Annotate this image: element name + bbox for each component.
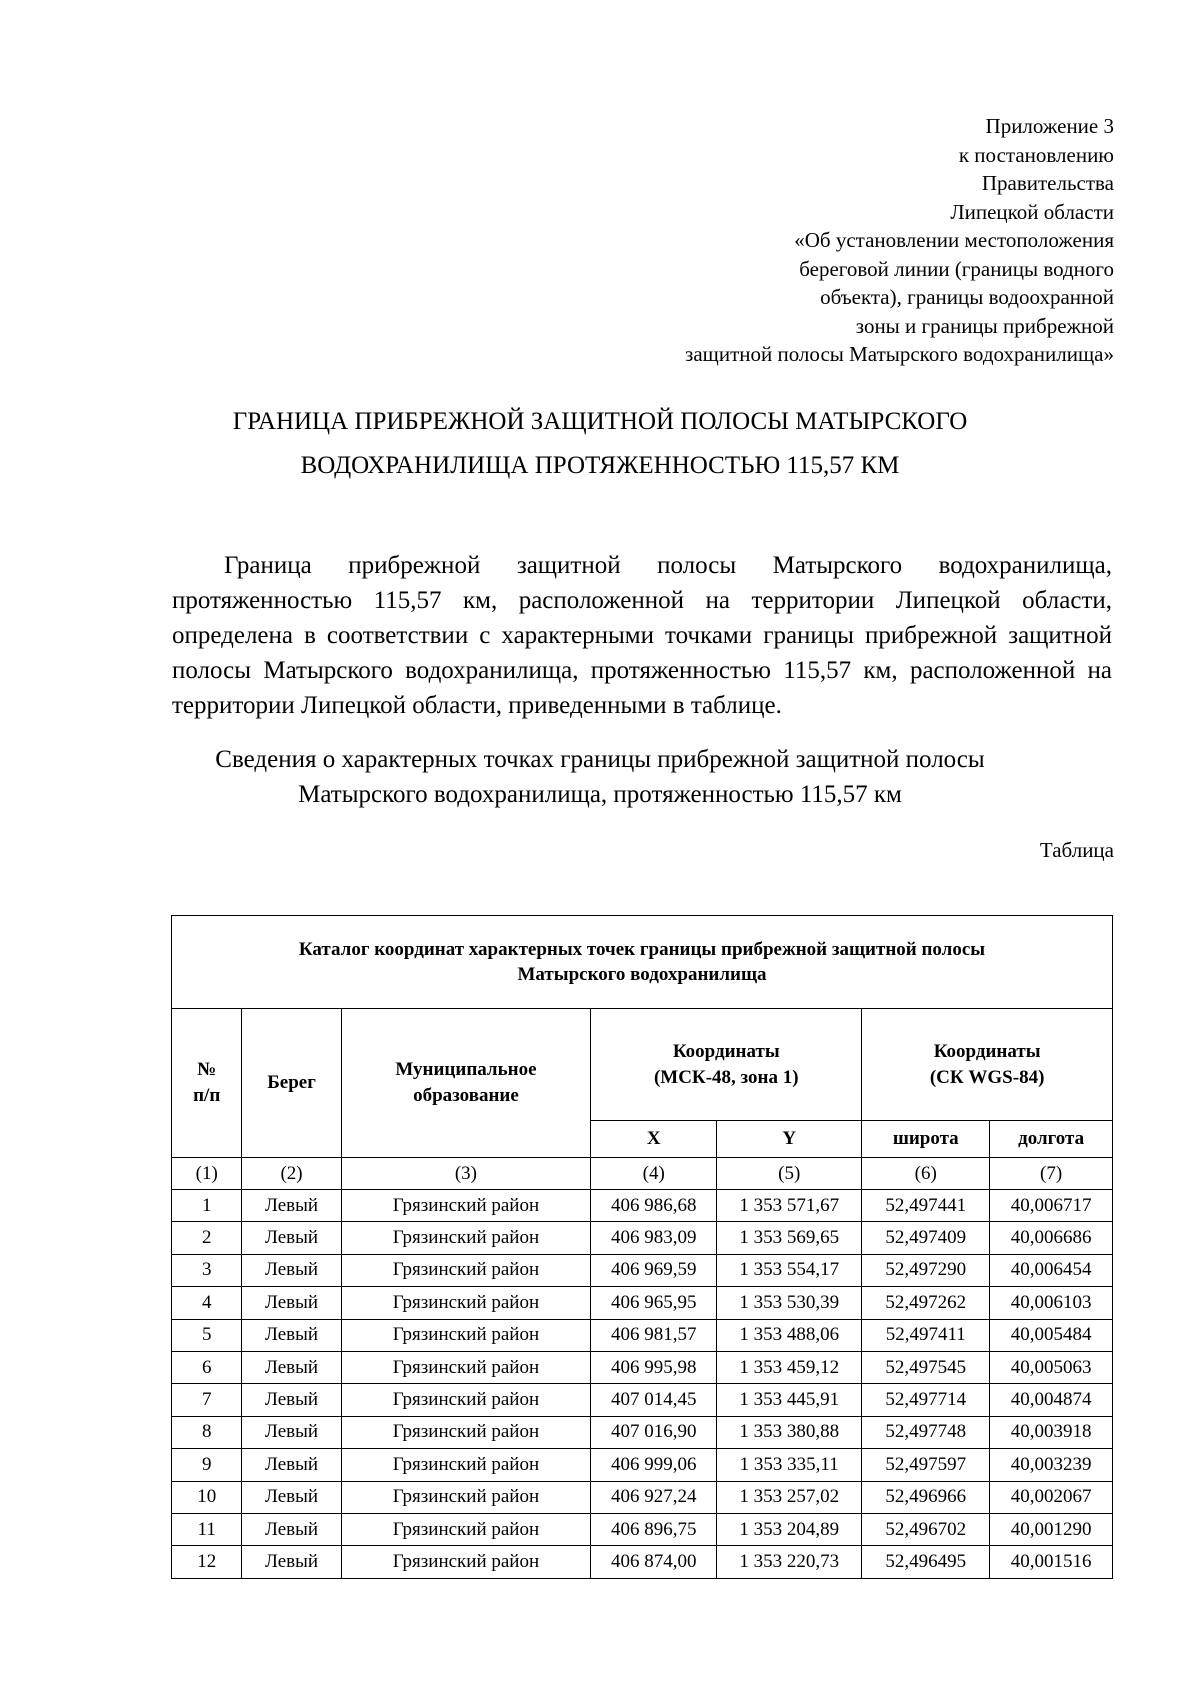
header-num	[172, 1009, 242, 1158]
cell-municipality: Грязинский район	[341, 1384, 591, 1416]
header-msk-line-1: Координаты	[672, 1040, 780, 1062]
cell-y: 1 353 554,17	[717, 1254, 862, 1286]
cell-num: 5	[172, 1319, 242, 1351]
column-number: (6)	[862, 1158, 990, 1190]
annex-line: Правительства	[981, 171, 1114, 195]
table-label: Таблица	[1039, 838, 1114, 862]
column-numbers-row	[172, 1158, 1113, 1190]
cell-longitude: 40,001290	[990, 1513, 1113, 1545]
column-number: (5)	[717, 1158, 862, 1190]
cell-y: 1 353 459,12	[717, 1351, 862, 1383]
cell-x: 406 983,09	[591, 1222, 717, 1254]
cell-num: 10	[172, 1481, 242, 1513]
cell-y: 1 353 488,06	[717, 1319, 862, 1351]
cell-y: 1 353 530,39	[717, 1287, 862, 1319]
table-row	[172, 1546, 1113, 1578]
title-line-2: ВОДОХРАНИЛИЩА ПРОТЯЖЕННОСТЬЮ 115,57 КМ	[300, 452, 900, 479]
cell-latitude: 52,497714	[862, 1384, 990, 1416]
column-number: (7)	[990, 1158, 1113, 1190]
header-municipality-line-2: образование	[413, 1085, 519, 1106]
table-row	[172, 1384, 1113, 1416]
annex-line: защитной полосы Матырского водохранилища»	[685, 342, 1114, 366]
cell-y: 1 353 571,67	[717, 1190, 862, 1222]
header-wgs-line-1: Координаты	[933, 1040, 1041, 1062]
cell-x: 406 874,00	[591, 1546, 717, 1578]
table-row	[172, 1222, 1113, 1254]
cell-municipality: Грязинский район	[341, 1190, 591, 1222]
column-number: (1)	[172, 1158, 242, 1190]
cell-municipality: Грязинский район	[341, 1416, 591, 1448]
cell-longitude: 40,006686	[990, 1222, 1113, 1254]
cell-x: 406 981,57	[591, 1319, 717, 1351]
annex-line: «Об установлении местоположения	[794, 228, 1114, 252]
cell-bank: Левый	[242, 1481, 341, 1513]
cell-y: 1 353 204,89	[717, 1513, 862, 1545]
cell-longitude: 40,006103	[990, 1287, 1113, 1319]
header-msk-coords	[591, 1009, 862, 1121]
header-wgs-line-2: (СК WGS-84)	[929, 1066, 1045, 1088]
cell-bank: Левый	[242, 1254, 341, 1286]
cell-latitude: 52,497748	[862, 1416, 990, 1448]
annex-line: зоны и границы прибрежной	[855, 313, 1114, 338]
table-caption	[172, 916, 1113, 1009]
caption-line-1: Каталог координат характерных точек границы прибрежной защитной полосы	[298, 939, 986, 960]
cell-longitude: 40,004874	[990, 1384, 1113, 1416]
cell-latitude: 52,497545	[862, 1351, 990, 1383]
cell-bank: Левый	[242, 1222, 341, 1254]
cell-x: 406 969,59	[591, 1254, 717, 1286]
cell-x: 406 986,68	[591, 1190, 717, 1222]
table-row	[172, 1481, 1113, 1513]
cell-num: 1	[172, 1190, 242, 1222]
cell-longitude: 40,003239	[990, 1449, 1113, 1481]
annex-line: Липецкой области	[950, 199, 1114, 224]
annex-block	[685, 112, 1114, 369]
table-row	[172, 1287, 1113, 1319]
header-wgs-coords	[862, 1009, 1113, 1121]
header-bank: Берег	[242, 1009, 341, 1158]
cell-longitude: 40,001516	[990, 1546, 1113, 1578]
subtitle-line-2: Матырского водохранилища, протяженностью 115,57 км	[298, 781, 902, 808]
cell-municipality: Грязинский район	[341, 1351, 591, 1383]
table-row	[172, 1416, 1113, 1448]
column-number: (3)	[341, 1158, 591, 1190]
header-num-line-1: №	[197, 1059, 217, 1080]
table-row	[172, 1254, 1113, 1286]
header-municipality-line-1: Муниципальное	[395, 1059, 537, 1080]
annex-line: к постановлению	[958, 142, 1114, 167]
header-x: X	[591, 1121, 717, 1158]
cell-y: 1 353 220,73	[717, 1546, 862, 1578]
cell-bank: Левый	[242, 1449, 341, 1481]
cell-longitude: 40,005063	[990, 1351, 1113, 1383]
table-row	[172, 1449, 1113, 1481]
cell-latitude: 52,497290	[862, 1254, 990, 1286]
caption-line-2: Матырского водохранилища	[517, 964, 767, 985]
cell-longitude: 40,005484	[990, 1319, 1113, 1351]
cell-num: 9	[172, 1449, 242, 1481]
table-row	[172, 1319, 1113, 1351]
cell-municipality: Грязинский район	[341, 1449, 591, 1481]
header-longitude: долгота	[990, 1121, 1113, 1158]
cell-x: 406 999,06	[591, 1449, 717, 1481]
cell-longitude: 40,002067	[990, 1481, 1113, 1513]
cell-y: 1 353 380,88	[717, 1416, 862, 1448]
cell-num: 8	[172, 1416, 242, 1448]
header-latitude: широта	[862, 1121, 990, 1158]
cell-num: 3	[172, 1254, 242, 1286]
table-row	[172, 1513, 1113, 1545]
cell-longitude: 40,003918	[990, 1416, 1113, 1448]
header-municipality	[341, 1009, 591, 1158]
cell-bank: Левый	[242, 1351, 341, 1383]
cell-num: 4	[172, 1287, 242, 1319]
cell-municipality: Грязинский район	[341, 1513, 591, 1545]
cell-bank: Левый	[242, 1416, 341, 1448]
cell-latitude: 52,497597	[862, 1449, 990, 1481]
body-paragraph: Граница прибрежной защитной полосы Матырского водохранилища, протяженностью 115,57 км, расположенной на территории Липецкой области, определена в соответствии с характерными точками границы прибрежной защитной полосы Матырского водохранилища, протяженностью 115,57 км, расположенной на территории Липецкой области, приведенными в таблице.	[172, 552, 1112, 719]
header-num-line-2: п/п	[193, 1085, 221, 1106]
cell-y: 1 353 445,91	[717, 1384, 862, 1416]
cell-x: 407 016,90	[591, 1416, 717, 1448]
cell-latitude: 52,497411	[862, 1319, 990, 1351]
cell-municipality: Грязинский район	[341, 1546, 591, 1578]
cell-latitude: 52,497409	[862, 1222, 990, 1254]
cell-num: 12	[172, 1546, 242, 1578]
cell-municipality: Грязинский район	[341, 1254, 591, 1286]
column-number: (4)	[591, 1158, 717, 1190]
annex-line: береговой линии (границы водного	[799, 256, 1114, 281]
annex-line: Приложение 3	[985, 114, 1114, 138]
cell-latitude: 52,496966	[862, 1481, 990, 1513]
cell-latitude: 52,497441	[862, 1190, 990, 1222]
cell-x: 406 927,24	[591, 1481, 717, 1513]
cell-x: 407 014,45	[591, 1384, 717, 1416]
document-title	[0, 400, 1200, 488]
cell-bank: Левый	[242, 1546, 341, 1578]
cell-bank: Левый	[242, 1513, 341, 1545]
cell-municipality: Грязинский район	[341, 1287, 591, 1319]
column-number: (2)	[242, 1158, 341, 1190]
cell-x: 406 896,75	[591, 1513, 717, 1545]
cell-latitude: 52,496702	[862, 1513, 990, 1545]
cell-num: 6	[172, 1351, 242, 1383]
cell-num: 7	[172, 1384, 242, 1416]
table-subtitle	[0, 742, 1200, 812]
cell-num: 11	[172, 1513, 242, 1545]
cell-bank: Левый	[242, 1287, 341, 1319]
cell-y: 1 353 257,02	[717, 1481, 862, 1513]
cell-y: 1 353 569,65	[717, 1222, 862, 1254]
cell-municipality: Грязинский район	[341, 1222, 591, 1254]
cell-num: 2	[172, 1222, 242, 1254]
cell-bank: Левый	[242, 1319, 341, 1351]
cell-bank: Левый	[242, 1384, 341, 1416]
cell-longitude: 40,006454	[990, 1254, 1113, 1286]
cell-x: 406 965,95	[591, 1287, 717, 1319]
annex-line: объекта), границы водоохранной	[820, 285, 1114, 309]
cell-x: 406 995,98	[591, 1351, 717, 1383]
cell-municipality: Грязинский район	[341, 1481, 591, 1513]
cell-municipality: Грязинский район	[341, 1319, 591, 1351]
coordinates-table	[171, 915, 1113, 1579]
cell-latitude: 52,496495	[862, 1546, 990, 1578]
cell-y: 1 353 335,11	[717, 1449, 862, 1481]
table-row	[172, 1351, 1113, 1383]
cell-longitude: 40,006717	[990, 1190, 1113, 1222]
cell-bank: Левый	[242, 1190, 341, 1222]
header-msk-line-2: (МСК-48, зона 1)	[653, 1066, 799, 1088]
cell-latitude: 52,497262	[862, 1287, 990, 1319]
title-line-1: ГРАНИЦА ПРИБРЕЖНОЙ ЗАЩИТНОЙ ПОЛОСЫ МАТЫРСКОГО	[232, 408, 968, 435]
header-y: Y	[717, 1121, 862, 1158]
table-row	[172, 1190, 1113, 1222]
subtitle-line-1: Сведения о характерных точках границы прибрежной защитной полосы	[215, 746, 985, 773]
